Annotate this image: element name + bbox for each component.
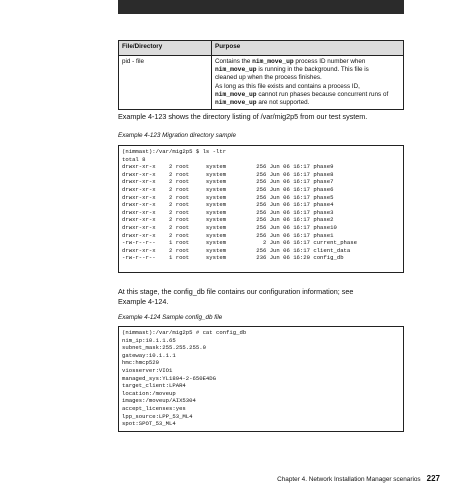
code-block-config-db (118, 326, 404, 432)
purpose-line (215, 66, 400, 74)
command-name: nim_move_up (252, 58, 294, 65)
code-line: total 8 (122, 155, 146, 163)
page-footer (240, 474, 440, 483)
code-line: hmc:hmcp520 (122, 359, 159, 367)
caption-example-4-124: Example 4-124 Sample config_db file (118, 314, 223, 321)
code-line: drwxr-xr-x 2 root system 256 Jun 06 16:17 phase5 (122, 193, 334, 201)
table-row (119, 56, 404, 110)
code-line: drwxr-xr-x 2 root system 256 Jun 06 16:17 phase6 (122, 185, 334, 193)
code-line: spot:SPOT_53_ML4 (122, 420, 176, 428)
code-line: drwxr-xr-x 2 root system 256 Jun 06 16:17 phase8 (122, 170, 334, 178)
code-line: viosserver:VIO1 (122, 366, 173, 374)
purpose-text: Contains the (215, 58, 253, 65)
code-line: drwxr-xr-x 2 root system 256 Jun 06 16:17 phase3 (122, 208, 334, 216)
table-header-purpose: Purpose (212, 41, 404, 56)
code-line: drwxr-xr-x 2 root system 256 Jun 06 16:17 phase1 (122, 231, 334, 239)
code-line: accept_licenses:yes (122, 404, 186, 412)
paragraph-config-db (118, 287, 408, 306)
code-line: drwxr-xr-x 2 root system 256 Jun 06 16:17 phase4 (122, 201, 334, 209)
code-line: target_client:LPAR4 (122, 382, 186, 390)
code-line: location:/moveup (122, 389, 176, 397)
code-line: drwxr-xr-x 2 root system 256 Jun 06 16:17 phase9 (122, 163, 334, 171)
paragraph-line: At this stage, the config_db file contains our configuration information; see (118, 287, 354, 296)
purpose-text: cannot run phases because concurrent runs of (256, 90, 389, 98)
purpose-text: are not supported. (256, 99, 310, 107)
code-line: -rw-r--r-- 1 root system 2 Jun 06 16:17 current_phase (122, 239, 357, 247)
code-line: gateway:10.1.1.1 (122, 351, 176, 359)
code-line: drwxr-xr-x 2 root system 256 Jun 06 16:17 phase10 (122, 223, 337, 231)
code-line: drwxr-xr-x 2 root system 256 Jun 06 16:17 phase2 (122, 216, 334, 224)
code-line: drwxr-xr-x 2 root system 256 Jun 06 16:17 client_data (122, 246, 351, 254)
code-line: lpp_source:LPP_53_ML4 (122, 412, 193, 420)
code-line: images:/moveup/AIX5304 (122, 397, 196, 405)
table-header-file-directory: File/Directory (119, 41, 212, 56)
table-cell-purpose (212, 56, 404, 110)
command-name: nim_move_up (215, 90, 257, 98)
purpose-line (215, 83, 400, 91)
code-line: managed_sys:YL1894-2-650E4DG (122, 374, 216, 382)
purpose-text: process ID number when (293, 58, 366, 65)
purpose-text: is running in the background. This file is (256, 66, 369, 74)
purpose-text: As long as this file exists and contains a process ID, (215, 82, 360, 90)
header-bar (118, 0, 404, 14)
command-name: nim_move_up (215, 66, 257, 74)
code-line: (nimmast):/var/mig2p5 # cat config_db (122, 329, 247, 336)
file-purpose-table (118, 40, 404, 110)
caption-example-4-123: Example 4-123 Migration directory sample (118, 132, 236, 139)
purpose-line (215, 58, 400, 66)
purpose-text: cleaned up when the process finishes. (215, 74, 322, 82)
code-line: subnet_mask:255.255.255.0 (122, 344, 206, 352)
code-line: (nimmast):/var/mig2p5 $ ls -ltr (122, 148, 227, 155)
footer-chapter-title: Chapter 4. Network Installation Manager scenarios (277, 476, 421, 483)
code-line: -rw-r--r-- 1 root system 236 Jun 06 16:20 config_db (122, 254, 344, 262)
purpose-line (215, 91, 400, 99)
paragraph-line: Example 4-124. (118, 296, 169, 306)
code-block-directory-listing (118, 145, 404, 273)
code-line: nim_ip:10.1.1.65 (122, 336, 176, 344)
command-name: nim_move_up (215, 99, 257, 107)
paragraph-directory-listing: Example 4-123 shows the directory listing of /var/mig2p5 from our test system. (118, 112, 368, 121)
page-number: 227 (426, 474, 440, 483)
purpose-line (215, 74, 400, 82)
table-cell-file: pid - file (119, 56, 212, 110)
purpose-line (215, 99, 400, 107)
table-header-row (119, 41, 404, 56)
code-line: drwxr-xr-x 2 root system 256 Jun 06 16:17 phase7 (122, 178, 334, 186)
